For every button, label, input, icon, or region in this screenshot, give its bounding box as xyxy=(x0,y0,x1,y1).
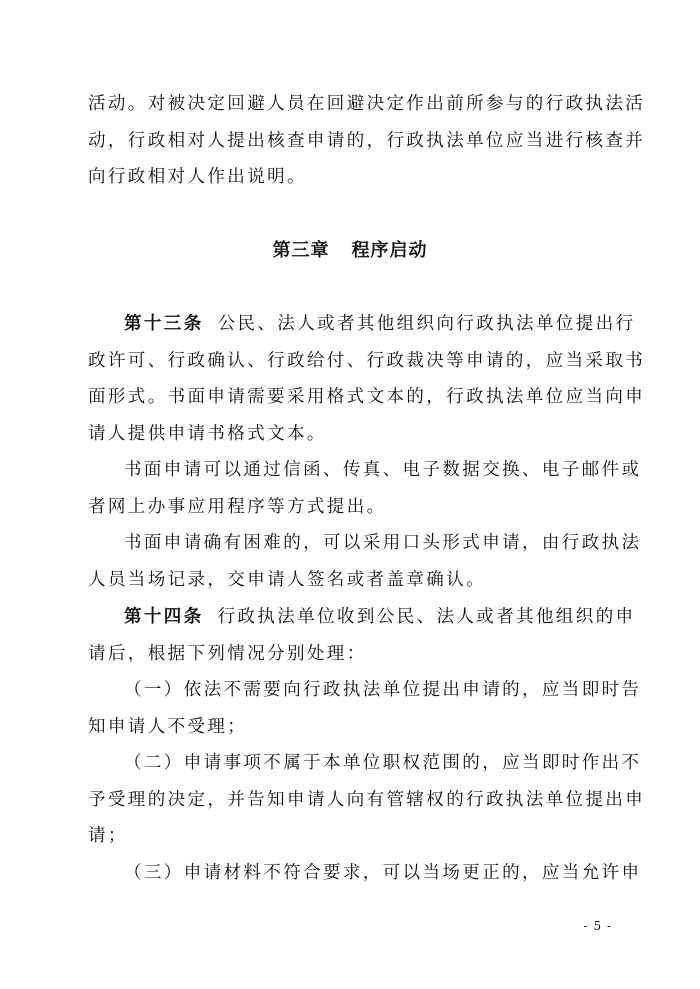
text-line: 人员当场记录，交申请人签名或者盖章确认。 xyxy=(88,569,486,590)
intro-paragraph xyxy=(88,86,646,196)
text-line: 请后，根据下列情况分别处理： xyxy=(88,643,367,664)
article-14 xyxy=(88,599,646,891)
text-line: 动，行政相对人提出核查申请的，行政执法单位应当进行核查并 xyxy=(88,130,646,151)
article-13 xyxy=(88,306,646,598)
text-line: 活动。对被决定回避人员在回避决定作出前所参与的行政执法活 xyxy=(88,94,646,114)
text-line: 书面申请可以通过信函、传真、电子数据交换、电子邮件或 xyxy=(124,460,642,480)
page-number: - 5 - xyxy=(583,919,612,933)
text-line: 者网上办事应用程序等方式提出。 xyxy=(88,496,387,517)
text-line: 行政执法单位收到公民、法人或者其他组织的申 xyxy=(217,607,636,627)
list-item-line: 予受理的决定，并告知申请人向有管辖权的行政执法单位提出申 xyxy=(88,789,646,810)
text-line: 公民、法人或者其他组织向行政执法单位提出行 xyxy=(217,314,636,334)
text-line: 面形式。书面申请需要采用格式文本的，行政执法单位应当向申 xyxy=(88,387,646,407)
list-item-line: 请； xyxy=(88,826,128,846)
list-item-line: （一）依法不需要向行政执法单位提出申请的，应当即时告 xyxy=(124,680,642,700)
article-14-heading: 第十四条 xyxy=(124,607,204,627)
text-line: 向行政相对人作出说明。 xyxy=(88,167,307,187)
text-line: 政许可、行政确认、行政给付、行政裁决等申请的，应当采取书 xyxy=(88,350,646,371)
chapter-heading xyxy=(0,236,700,262)
list-item-line: 知申请人不受理； xyxy=(88,716,248,737)
text-line: 书面申请确有困难的，可以采用口头形式申请，由行政执法 xyxy=(124,533,642,553)
article-13-heading: 第十三条 xyxy=(124,314,204,334)
list-item-line: （三）申请材料不符合要求，可以当场更正的，应当允许申 xyxy=(124,862,642,883)
article-14-first-line xyxy=(88,599,636,636)
article-13-first-line xyxy=(88,306,636,343)
chapter-title: 程序启动 xyxy=(351,240,428,261)
chapter-number: 第三章 xyxy=(272,240,330,261)
list-item-line: （二）申请事项不属于本单位职权范围的，应当即时作出不 xyxy=(124,753,642,773)
text-line: 请人提供申请书格式文本。 xyxy=(88,423,327,444)
